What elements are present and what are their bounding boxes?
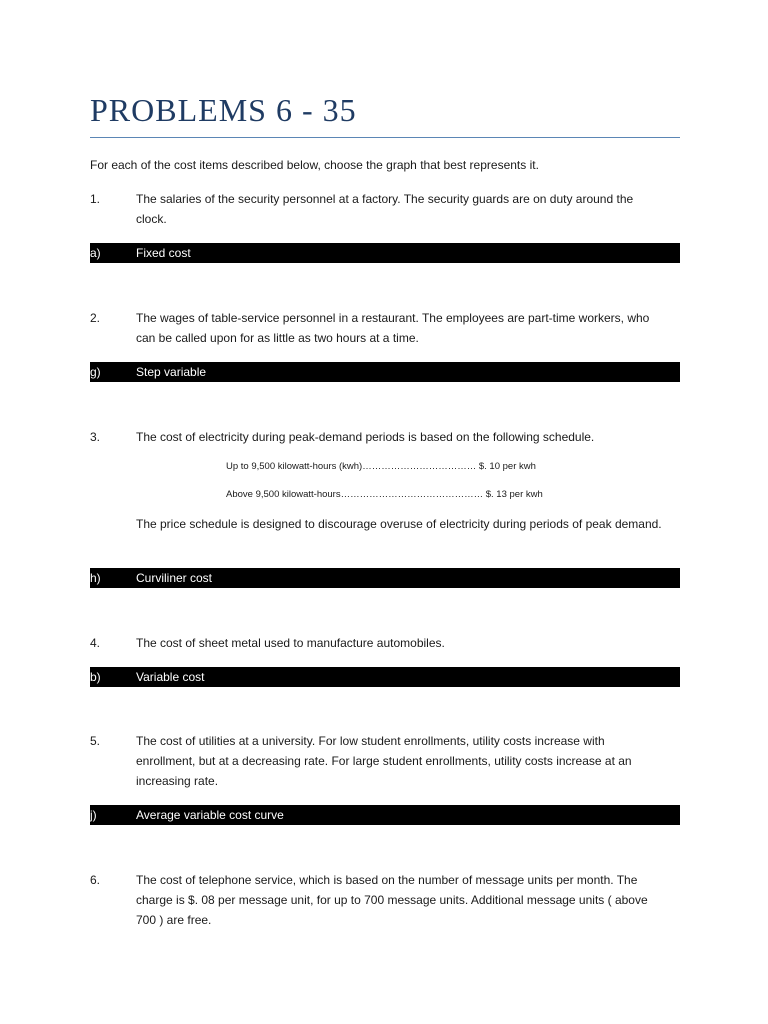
answer-text: Curviliner cost — [136, 571, 213, 585]
problem-text: The wages of table-service personnel in a restaurant. The employees are part-time workers, who can be called upon for as little as two hours at a time. — [136, 311, 650, 345]
problem-text: The cost of electricity during peak-demand periods is based on the following schedule. — [136, 430, 595, 444]
page-title: PROBLEMS 6 - 35 — [90, 92, 357, 128]
problem-text: The cost of sheet metal used to manufacture automobiles. — [136, 636, 445, 650]
answer-letter: a) — [90, 246, 101, 260]
answer-bar-3 — [90, 568, 680, 588]
answer-text: Average variable cost curve — [136, 808, 284, 822]
problem-text: The salaries of the security personnel at a factory. The security guards are on duty around the clock. — [136, 192, 634, 226]
intro-text: For each of the cost items described below, choose the graph that best represents it. — [90, 158, 539, 172]
answer-letter: j) — [90, 808, 97, 822]
answer-letter: h) — [90, 571, 101, 585]
problem-5 — [90, 731, 680, 791]
schedule-line-2: Above 9,500 kilowatt-hours……………………………………… $. 13 per kwh — [226, 489, 543, 500]
answer-bar-2 — [90, 362, 680, 382]
problem-4 — [90, 633, 680, 653]
problem-number: 2. — [90, 311, 101, 325]
problem-number: 6. — [90, 873, 101, 887]
problem-1 — [90, 189, 680, 229]
answer-bar-1 — [90, 243, 680, 263]
problem-text: The cost of telephone service, which is based on the number of message units per month. The charge is $. 08 per message unit, for up to 700 message units. Additional message units ( above 700 ) are free. — [136, 873, 648, 927]
answer-letter: b) — [90, 670, 101, 684]
answer-bar-5 — [90, 805, 680, 825]
problem-number: 1. — [90, 192, 101, 206]
problem-3 — [90, 427, 680, 447]
problem-6 — [90, 870, 680, 930]
answer-text: Variable cost — [136, 670, 205, 684]
answer-text: Step variable — [136, 365, 207, 379]
answer-bar-4 — [90, 667, 680, 687]
answer-letter: g) — [90, 365, 101, 379]
title-divider — [90, 137, 680, 138]
problem-3-followup: The price schedule is designed to discourage overuse of electricity during periods of peak demand. — [136, 517, 662, 531]
problem-number: 4. — [90, 636, 101, 650]
answer-text: Fixed cost — [136, 246, 191, 260]
schedule-line-1: Up to 9,500 kilowatt-hours (kwh)……………………………… $. 10 per kwh — [226, 461, 536, 472]
problem-text: The cost of utilities at a university. For low student enrollments, utility costs increase with enrollment, but at a decreasing rate. For large student enrollments, utility costs increase at an increasing rate. — [136, 734, 632, 788]
problem-number: 3. — [90, 430, 101, 444]
problem-number: 5. — [90, 734, 101, 748]
problem-2 — [90, 308, 680, 348]
